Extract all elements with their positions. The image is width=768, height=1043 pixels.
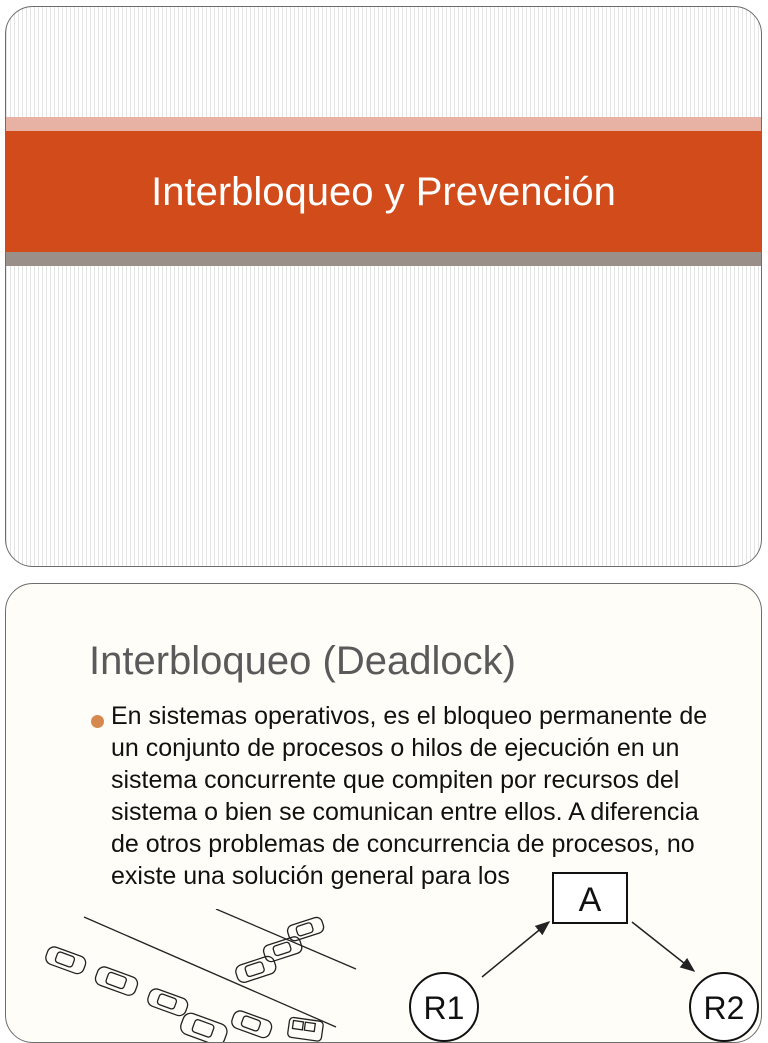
content-slide <box>5 583 762 1043</box>
bullet-text: En sistemas operativos, es el bloqueo permanente de un conjunto de procesos o hilos de ejecución en un sistema concurrente que compiten por recursos del sistema o bien se comunican entre ellos. A diferencia de otros problemas de concurrencia de procesos, no existe una solución general para los <box>111 702 708 890</box>
title-band-top-stripe <box>6 117 761 131</box>
edge-r1-to-a <box>482 922 549 977</box>
bullet-icon <box>91 715 104 728</box>
title-slide <box>5 6 762 567</box>
process-node-label: A <box>578 881 602 919</box>
process-node-a <box>553 873 627 923</box>
slide-heading: Interbloqueo (Deadlock) <box>89 639 516 683</box>
resource-node-r1 <box>410 973 478 1041</box>
title-band-bottom-stripe <box>6 252 761 266</box>
slide-title: Interbloqueo y Prevención <box>151 170 616 214</box>
edge-a-to-r2 <box>632 922 694 971</box>
resource-node-r2 <box>690 973 758 1041</box>
resource-node-label: R2 <box>703 990 745 1026</box>
traffic-jam-illustration <box>36 909 366 1043</box>
resource-allocation-diagram <box>386 859 762 1043</box>
resource-node-label: R1 <box>423 990 465 1026</box>
title-band <box>6 131 761 252</box>
